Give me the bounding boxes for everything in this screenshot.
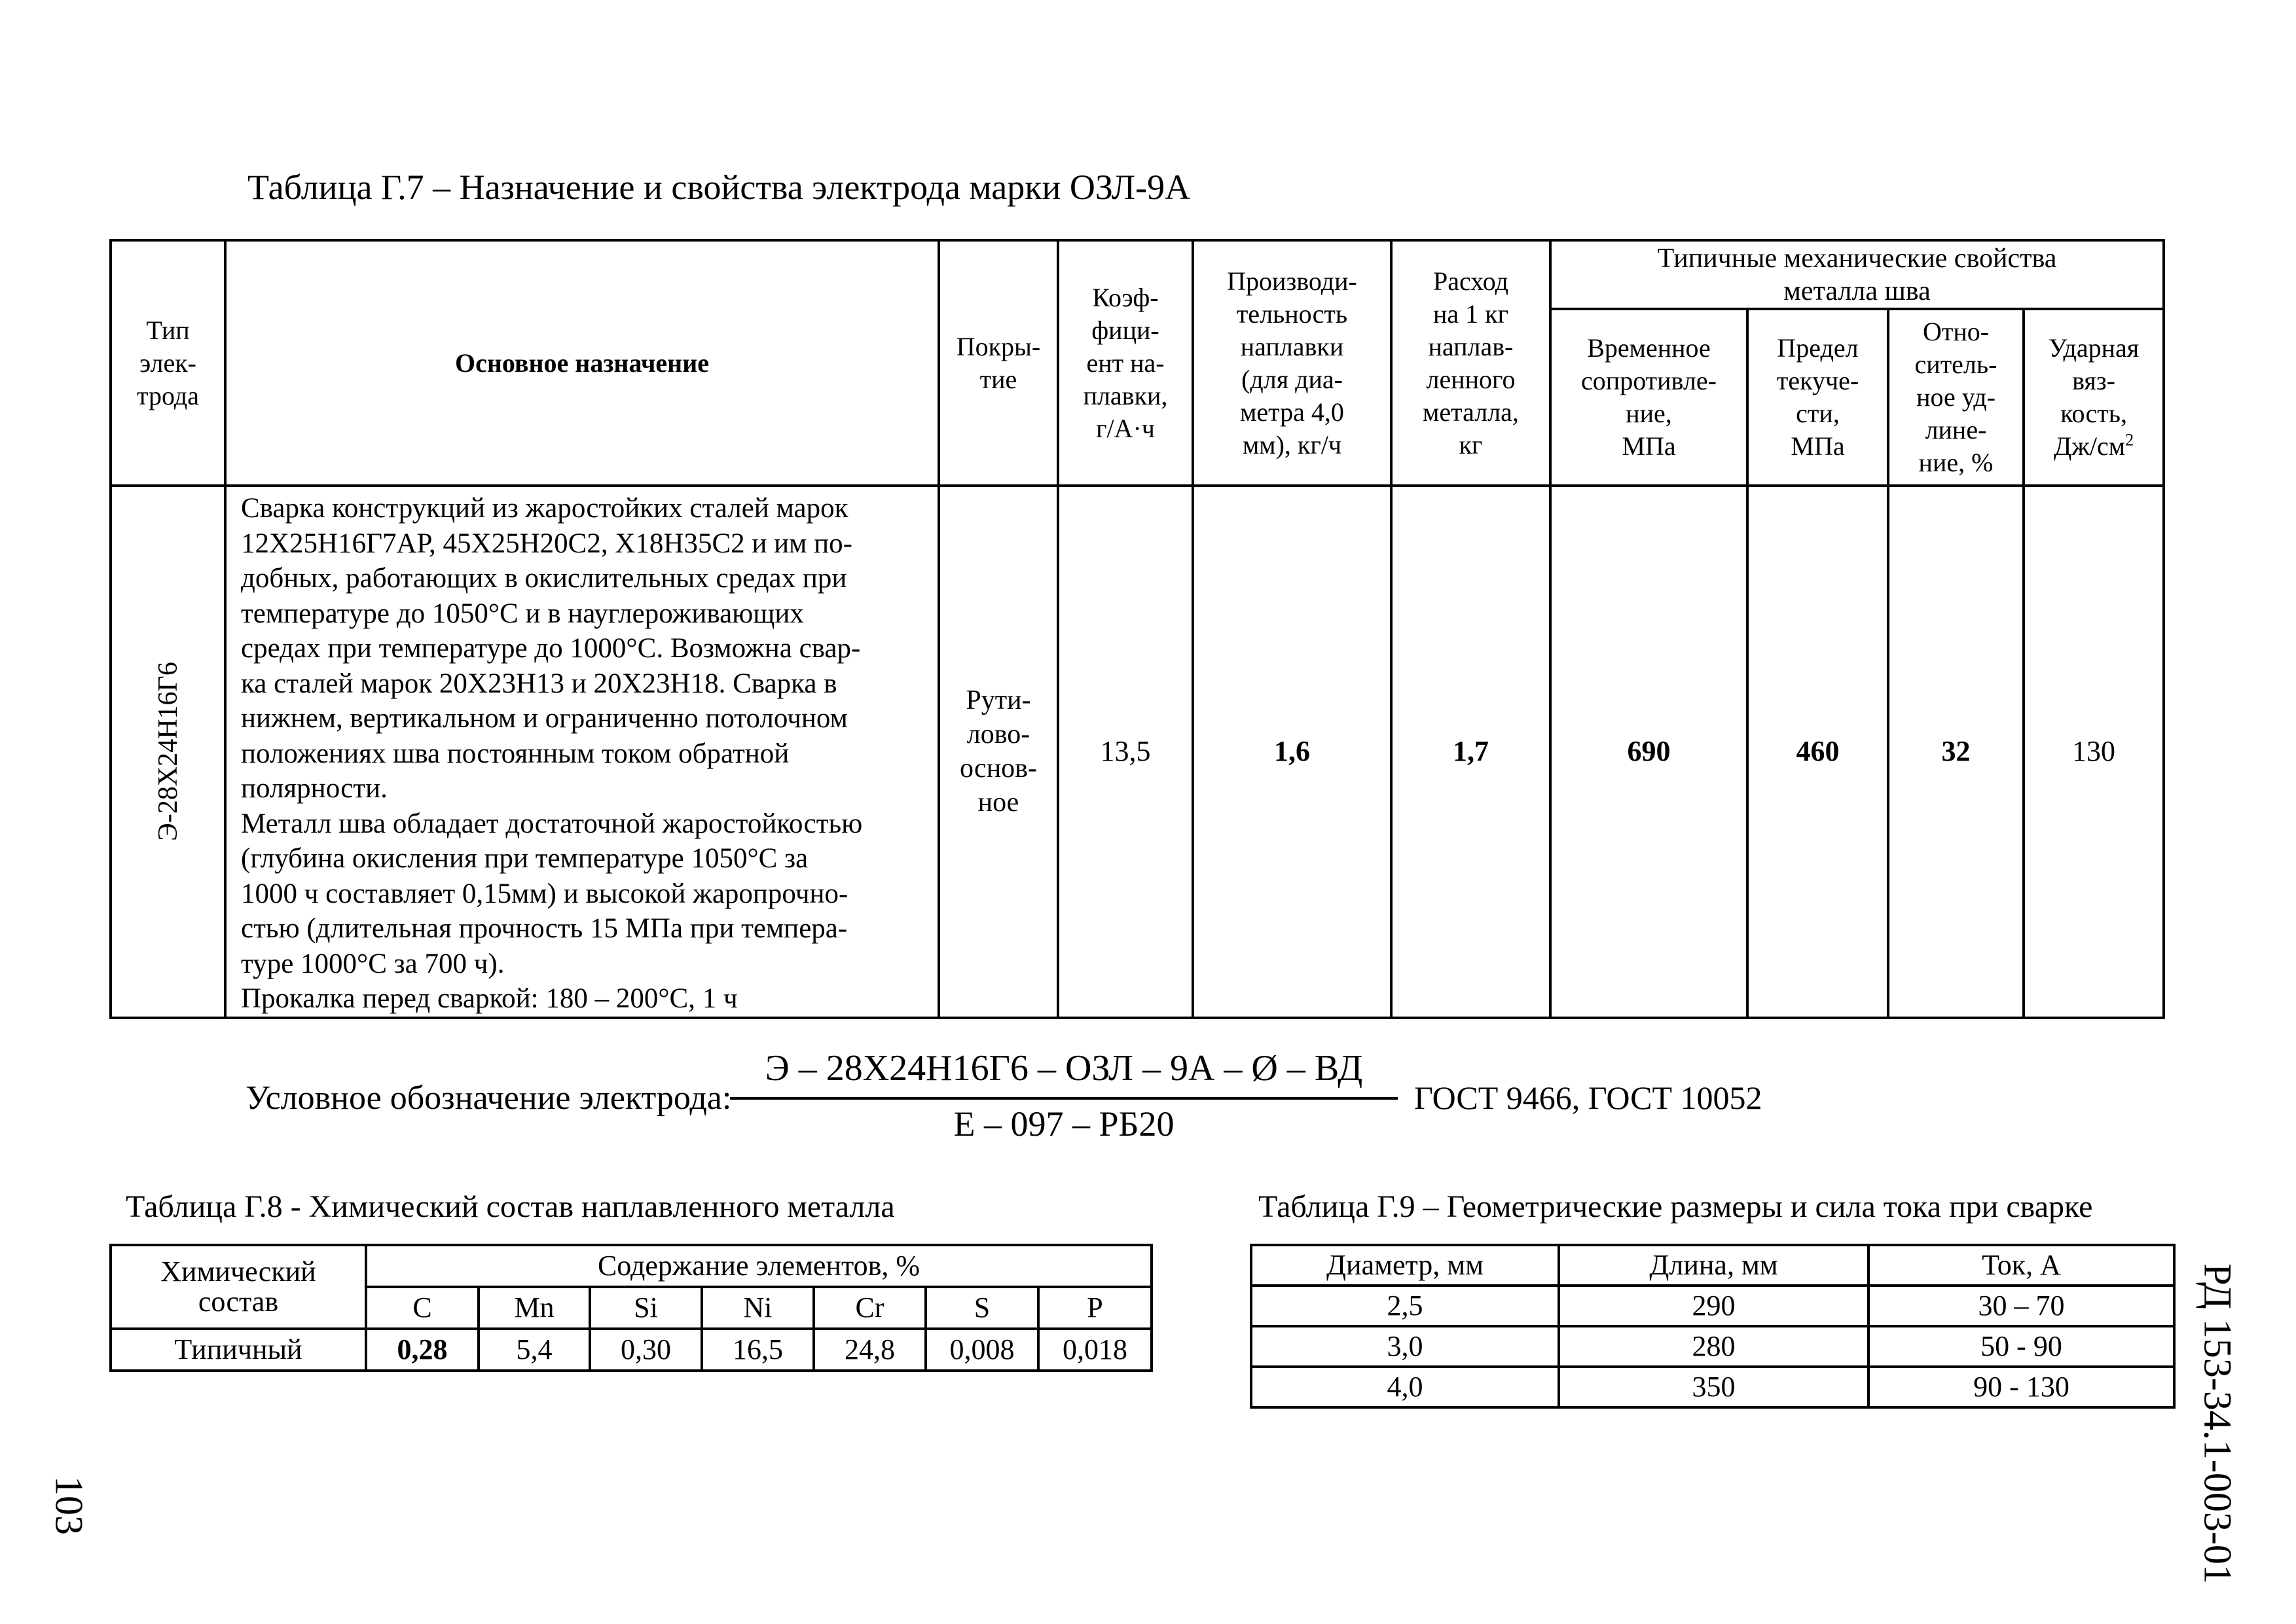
element-value: 0,28	[366, 1329, 479, 1371]
element-header: Ni	[702, 1287, 814, 1329]
electrode-type-value: Э-28Х24Н16Г6	[153, 662, 183, 842]
purpose-line: Прокалка перед сваркой: 180 – 200°С, 1 ч	[241, 983, 738, 1014]
element-header: S	[926, 1287, 1038, 1329]
purpose-line: 12Х25Н16Г7АР, 45Х25Н20С2, Х18Н35С2 и им по-	[241, 528, 852, 559]
element-value: 16,5	[702, 1329, 814, 1371]
chem-row-label: Типичный	[111, 1329, 366, 1371]
purpose-line: туре 1000°С за 700 ч).	[241, 948, 505, 979]
impact-toughness-value: 130	[2024, 486, 2164, 1018]
purpose-line: Металл шва обладает достаточной жаростойкостью	[241, 808, 863, 839]
diameter-value: 4,0	[1251, 1367, 1559, 1407]
table-8	[109, 1244, 1153, 1372]
element-value: 0,30	[590, 1329, 702, 1371]
purpose-line: стью (длительная прочность 15 МПа при темпера-	[241, 913, 848, 944]
designation-denominator: Е – 097 – РБ20	[953, 1104, 1175, 1144]
chem-header-group: Содержание элементов, %	[366, 1245, 1152, 1287]
element-header: Si	[590, 1287, 702, 1329]
diameter-value: 2,5	[1251, 1286, 1559, 1326]
length-value: 280	[1559, 1326, 1868, 1367]
designation-numerator: Э – 28Х24Н16Г6 – ОЗЛ – 9А – Ø – ВД	[765, 1048, 1363, 1089]
diameter-value: 3,0	[1251, 1326, 1559, 1367]
purpose-line: 1000 ч составляет 0,15мм) и высокой жаропрочно-	[241, 878, 848, 909]
element-value: 0,008	[926, 1329, 1038, 1371]
header-yield-strength: Предел текуче- сти, МПа	[1747, 309, 1888, 486]
purpose-line: Сварка конструкций из жаростойких сталей марок	[241, 493, 848, 524]
elongation-value: 32	[1888, 486, 2024, 1018]
size-header-length: Длина, мм	[1559, 1245, 1868, 1286]
impact-unit: Дж/см	[2053, 431, 2126, 461]
header-mechanical-properties: Типичные механические свойства металла шва	[1550, 240, 2164, 309]
purpose-line: (глубина окисления при температуре 1050°С за	[241, 843, 809, 874]
size-header-diameter: Диаметр, мм	[1251, 1245, 1559, 1286]
current-value: 50 - 90	[1868, 1326, 2174, 1367]
deposition-coefficient-value: 13,5	[1058, 486, 1193, 1018]
purpose-line: нижнем, вертикальном и ограниченно потолочном	[241, 703, 848, 734]
element-header: Cr	[814, 1287, 926, 1329]
chem-header-label: Химический состав	[111, 1245, 366, 1329]
element-header: Mn	[479, 1287, 590, 1329]
size-header-current: Ток, А	[1868, 1245, 2174, 1286]
table-row	[1251, 1367, 2174, 1407]
length-value: 290	[1559, 1286, 1868, 1326]
element-value: 24,8	[814, 1329, 926, 1371]
designation-standards: ГОСТ 9466, ГОСТ 10052	[1414, 1079, 1762, 1116]
document-code: РД 153-34.1-003-01	[2196, 1263, 2240, 1584]
header-tensile-strength: Временное сопротивле- ние, МПа	[1550, 309, 1747, 486]
page-number: 103	[47, 1476, 91, 1535]
table-9-caption: Таблица Г.9 – Геометрические размеры и сила тока при сварке	[1258, 1189, 2093, 1224]
header-coating: Покры- тие	[939, 240, 1058, 486]
purpose-line: ка сталей марок 20Х23Н13 и 20Х23Н18. Сварка в	[241, 668, 837, 699]
purpose-line: положениях шва постоянным током обратной	[241, 738, 790, 769]
designation-fraction-line	[730, 1097, 1398, 1100]
header-electrode-type: Тип элек- трода	[111, 240, 225, 486]
purpose-line: температуре до 1050°С и в науглероживающих	[241, 598, 804, 629]
element-header: С	[366, 1287, 479, 1329]
table-7-caption: Таблица Г.7 – Назначение и свойства электрода марки ОЗЛ-9А	[247, 168, 1191, 207]
header-deposition-coefficient: Коэф- фици- ент на- плавки, г/А·ч	[1058, 240, 1193, 486]
header-elongation: Отно- ситель- ное уд- лине- ние, %	[1888, 309, 2024, 486]
purpose-line: полярности.	[241, 773, 388, 804]
element-value: 0,018	[1038, 1329, 1152, 1371]
current-value: 30 – 70	[1868, 1286, 2174, 1326]
purpose-line: добных, работающих в окислительных средах при	[241, 563, 847, 594]
table-7	[109, 239, 2165, 1019]
productivity-value: 1,6	[1193, 486, 1391, 1018]
purpose-line: средах при температуре до 1000°С. Возможна свар-	[241, 633, 861, 664]
element-header: P	[1038, 1287, 1152, 1329]
tensile-strength-value: 690	[1550, 486, 1747, 1018]
table-9	[1250, 1244, 2176, 1409]
table-8-caption: Таблица Г.8 - Химический состав наплавленного металла	[126, 1189, 895, 1224]
header-impact-toughness: Ударная вяз- кость, $Дж/см^2$	[2024, 309, 2164, 486]
header-purpose: Основное назначение	[225, 240, 939, 486]
current-value: 90 - 130	[1868, 1367, 2174, 1407]
header-productivity: Производи- тельность наплавки (для диа- метра 4,0 мм), кг/ч	[1193, 240, 1391, 486]
table-row	[1251, 1286, 2174, 1326]
table-row	[1251, 1326, 2174, 1367]
electrode-type-cell	[111, 486, 225, 1018]
impact-unit-exponent: 2	[2125, 430, 2134, 450]
consumption-value: 1,7	[1391, 486, 1550, 1018]
header-consumption: Расход на 1 кг наплав- ленного металла, кг	[1391, 240, 1550, 486]
coating-value: Рути- лово- основ- ное	[939, 486, 1058, 1018]
purpose-text	[225, 486, 939, 1018]
designation-label: Условное обозначение электрода:	[246, 1079, 732, 1117]
element-value: 5,4	[479, 1329, 590, 1371]
yield-strength-value: 460	[1747, 486, 1888, 1018]
length-value: 350	[1559, 1367, 1868, 1407]
